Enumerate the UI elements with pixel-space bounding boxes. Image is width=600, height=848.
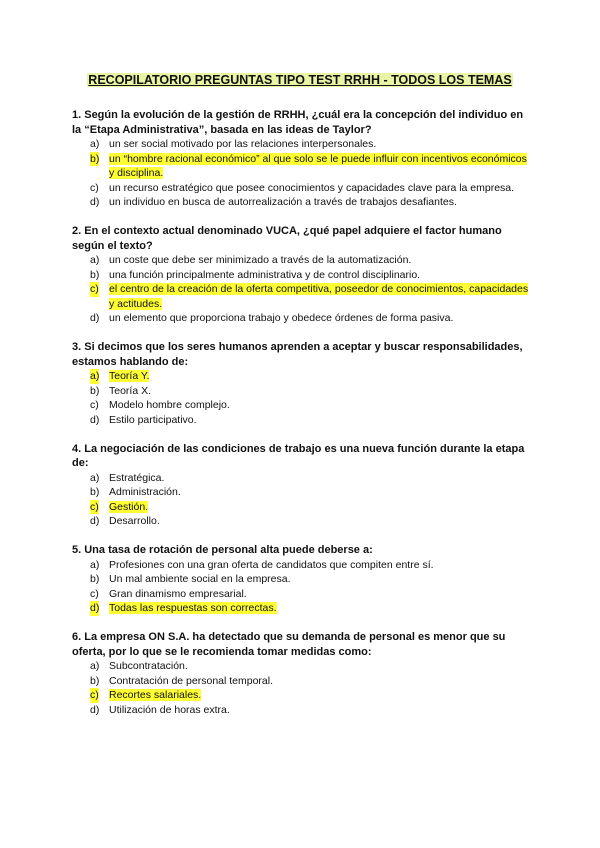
option: [72, 268, 532, 283]
option-text: Todas las respuestas son correctas.: [109, 602, 277, 614]
option: [72, 471, 532, 486]
question-block: [72, 340, 532, 427]
options-list: [72, 558, 532, 616]
option-correct: [72, 369, 532, 384]
option: [72, 587, 532, 602]
option-letter: c): [90, 399, 99, 411]
option-text: Estilo participativo.: [109, 413, 197, 426]
option: [72, 572, 532, 587]
option: [72, 398, 532, 413]
option-text: Contratación de personal temporal.: [109, 674, 274, 687]
option: [72, 485, 532, 500]
option-letter: d): [90, 515, 100, 527]
option-letter: a): [90, 254, 100, 266]
option-text: un coste que debe ser minimizado a través de la automatización.: [109, 254, 412, 266]
option-letter: d): [90, 196, 100, 208]
option-text: un ser social motivado por las relaciones interpersonales.: [109, 138, 377, 150]
option-letter: c): [90, 587, 99, 600]
option-text: Recortes salariales.: [109, 689, 202, 701]
option: [72, 558, 532, 573]
option-letter: c): [90, 181, 99, 194]
option-letter: b): [90, 674, 100, 687]
option-text: Teoría X.: [109, 384, 152, 397]
option-text: Gran dinamismo empresarial.: [109, 587, 247, 600]
question-block: [72, 630, 532, 717]
option-text: Gestión.: [109, 500, 149, 513]
question-text: 2. En el contexto actual denominado VUCA, ¿qué papel adquiere el factor humano según el texto?: [72, 225, 502, 252]
question-block: [72, 442, 532, 529]
option-letter: d): [90, 602, 100, 614]
option-letter: a): [90, 471, 100, 484]
document-title: RECOPILATORIO PREGUNTAS TIPO TEST RRHH - TODOS LOS TEMAS: [88, 73, 512, 87]
option: [72, 674, 532, 689]
option-letter: d): [90, 703, 100, 716]
option-text: Administración.: [109, 486, 181, 498]
option-text: el centro de la creación de la oferta competitiva, poseedor de conocimientos, capacidades y actitudes.: [109, 283, 529, 310]
option: [72, 659, 532, 674]
question-text: 6. La empresa ON S.A. ha detectado que su demanda de personal es menor que su oferta, por lo que se le recomienda tomar medidas como:: [72, 631, 506, 658]
option-correct: [72, 601, 532, 616]
option-letter: c): [90, 283, 99, 295]
questions-list: [72, 108, 532, 732]
option: [72, 514, 532, 529]
option-text: Estratégica.: [109, 471, 165, 484]
option-letter: b): [90, 573, 100, 585]
option-text: Desarrollo.: [109, 515, 160, 527]
option-letter: d): [90, 312, 100, 324]
option-text: Teoría Y.: [109, 370, 150, 382]
question-block: [72, 224, 532, 326]
option-correct: [72, 152, 532, 181]
option-correct: [72, 500, 532, 515]
option-letter: a): [90, 558, 100, 571]
option-text: Subcontratación.: [109, 660, 188, 672]
option-letter: c): [90, 500, 99, 513]
option-text: un elemento que proporciona trabajo y obedece órdenes de forma pasiva.: [109, 312, 454, 324]
option-text: Utilización de horas extra.: [109, 703, 230, 716]
question-block: [72, 543, 532, 616]
option-letter: a): [90, 660, 100, 672]
option-text: un individuo en busca de autorrealización a través de trabajos desafiantes.: [109, 196, 457, 208]
option: [72, 703, 532, 718]
options-list: [72, 137, 532, 210]
option-correct: [72, 282, 532, 311]
question-text: 1. Según la evolución de la gestión de RRHH, ¿cuál era la concepción del individuo en la “Etapa Administrativa”, basada en las ideas de Taylor?: [72, 109, 524, 136]
option-letter: b): [90, 152, 100, 165]
option-letter: b): [90, 268, 100, 281]
question-text: 3. Si decimos que los seres humanos aprenden a aceptar y buscar responsabilidades, estamos hablando de:: [72, 341, 523, 368]
options-list: [72, 369, 532, 427]
option: [72, 137, 532, 152]
option-correct: [72, 688, 532, 703]
options-list: [72, 471, 532, 529]
option-text: Profesiones con una gran oferta de candidatos que compiten entre sí.: [109, 558, 434, 571]
option-letter: b): [90, 486, 100, 498]
option: [72, 384, 532, 399]
option-text: Modelo hombre complejo.: [109, 399, 230, 411]
option-letter: c): [90, 689, 99, 701]
question-block: [72, 108, 532, 210]
option-letter: a): [90, 370, 100, 382]
document-title-wrapper: [0, 73, 600, 88]
option-letter: b): [90, 384, 100, 397]
option: [72, 253, 532, 268]
option-letter: a): [90, 138, 100, 150]
question-text: 5. Una tasa de rotación de personal alta puede deberse a:: [72, 544, 373, 556]
option: [72, 413, 532, 428]
option: [72, 181, 532, 196]
option-text: una función principalmente administrativa y de control disciplinario.: [109, 268, 421, 281]
option-letter: d): [90, 413, 100, 426]
option-text: un recurso estratégico que posee conocimientos y capacidades clave para la empresa.: [109, 181, 515, 194]
options-list: [72, 253, 532, 326]
option: [72, 195, 532, 210]
option-text: un “hombre racional económico” al que solo se le puede influir con incentivos económicos y disciplina.: [109, 152, 527, 179]
option: [72, 311, 532, 326]
option-text: Un mal ambiente social en la empresa.: [109, 573, 291, 585]
question-text: 4. La negociación de las condiciones de trabajo es una nueva función durante la etapa de:: [72, 442, 525, 469]
options-list: [72, 659, 532, 717]
